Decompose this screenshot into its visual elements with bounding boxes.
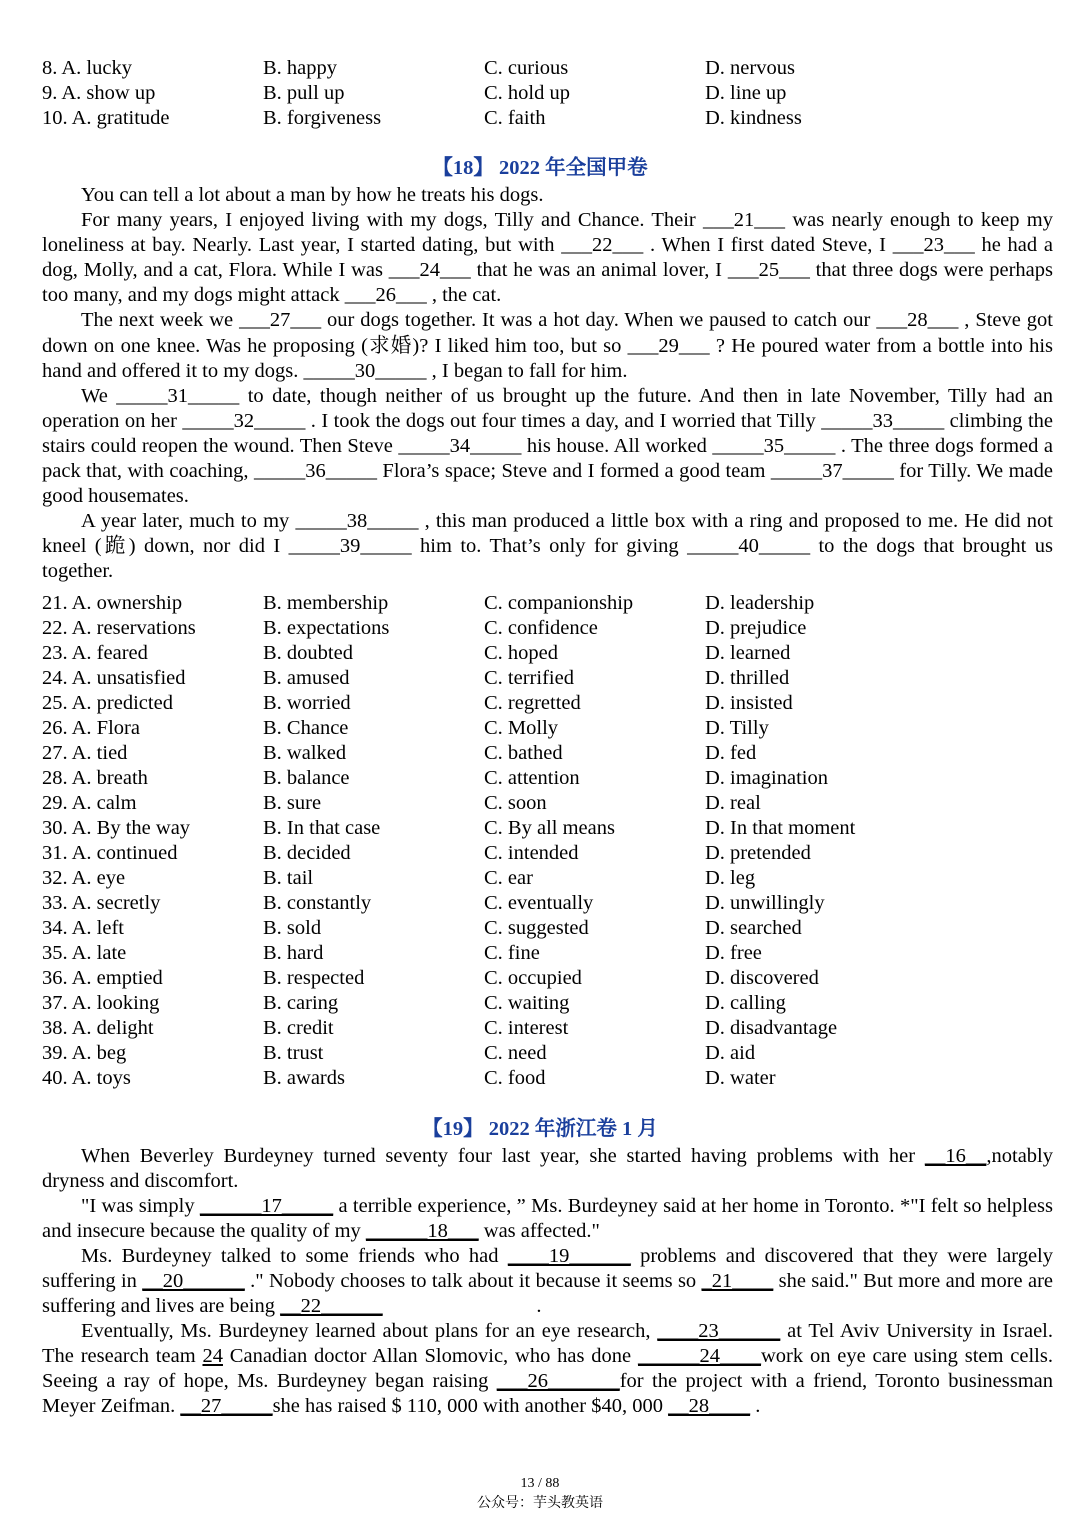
option-a: 38. A. delight <box>42 1017 154 1039</box>
option-c: C. By all means <box>484 817 615 839</box>
option-row <box>42 966 1042 991</box>
option-d: D. unwillingly <box>705 892 825 914</box>
paragraph: You can tell a lot about a man by how he treats his dogs. <box>81 184 544 206</box>
option-row <box>42 666 1042 691</box>
option-b: B. sold <box>263 917 322 939</box>
option-a: 9. A. show up <box>42 82 156 104</box>
text: for the project with a friend, Toronto businessman Meyer Zeifman. <box>42 1370 1053 1417</box>
option-b: B. hard <box>263 942 324 964</box>
option-b: B. balance <box>263 767 350 789</box>
text: problems and discovered that they were largely suffering in <box>42 1245 1053 1292</box>
option-b: B. doubted <box>263 642 353 664</box>
option-row <box>42 941 1042 966</box>
text: work on eye care using stem cells. Seeing a ray of hope, Ms. Burdeyney began raising <box>42 1345 1053 1392</box>
option-d: D. real <box>705 792 761 814</box>
option-b: B. trust <box>263 1042 324 1064</box>
option-d: D. leadership <box>705 592 815 614</box>
option-b: B. amused <box>263 667 350 689</box>
option-b: B. happy <box>263 57 338 79</box>
option-a: 34. A. left <box>42 917 124 939</box>
option-a: 32. A. eye <box>42 867 126 889</box>
option-c: C. food <box>484 1067 546 1089</box>
option-c: C. ear <box>484 867 533 889</box>
paragraph: The next week we ___27___ our dogs together. It was a hot day. When we paused to catch our ___28___ , Steve got down on one knee. Was he proposing (求婚)? I liked him too, but so ___29___ ? He poured water from a bottle into his hand and offered it to my dogs. _____30_____ , I began to fall for him. <box>42 309 1053 382</box>
option-d: D. searched <box>705 917 802 939</box>
option-a: 36. A. emptied <box>42 967 163 989</box>
text: . <box>382 1295 542 1317</box>
blank-17: ______17_____ <box>199 1195 334 1217</box>
top-options-block <box>42 56 1042 131</box>
option-row <box>42 766 1042 791</box>
option-c: C. eventually <box>484 892 594 914</box>
paragraph: A year later, much to my _____38_____ , this man produced a little box with a ring and proposed to me. He did not kneel (跪) down, nor did I _____39_____ him to. That’s only for giving _____40_____ to the dogs that brought us together. <box>42 510 1053 583</box>
option-row <box>42 866 1042 891</box>
option-a: 31. A. continued <box>42 842 178 864</box>
paragraph <box>42 1144 1053 1194</box>
option-a: 22. A. reservations <box>42 617 196 639</box>
option-c: C. interest <box>484 1017 569 1039</box>
option-d: D. thrilled <box>705 667 790 689</box>
option-c: C. soon <box>484 792 547 814</box>
text: she has raised $ 110, 000 with another $40, 000 <box>272 1395 669 1417</box>
option-b: B. membership <box>263 592 389 614</box>
text: Canadian doctor Allan Slomovic, who has done <box>222 1345 638 1367</box>
blank-24b: ______24____ <box>637 1345 761 1367</box>
option-c: C. hoped <box>484 642 559 664</box>
option-a: 39. A. beg <box>42 1042 127 1064</box>
paragraph <box>42 1194 1053 1244</box>
option-c: C. occupied <box>484 967 582 989</box>
option-a: 24. A. unsatisfied <box>42 667 186 689</box>
option-c: C. attention <box>484 767 580 789</box>
option-row <box>42 991 1042 1016</box>
option-d: D. insisted <box>705 692 793 714</box>
option-row <box>42 81 1042 106</box>
option-row <box>42 891 1042 916</box>
option-a: 29. A. calm <box>42 792 137 814</box>
option-a: 27. A. tied <box>42 742 128 764</box>
option-row <box>42 691 1042 716</box>
option-row <box>42 1066 1042 1091</box>
option-row <box>42 791 1042 816</box>
option-d: D. pretended <box>705 842 811 864</box>
option-c: C. terrified <box>484 667 574 689</box>
text: . <box>750 1395 761 1417</box>
blank-27: __27_____ <box>180 1395 273 1417</box>
option-row <box>42 641 1042 666</box>
option-row <box>42 841 1042 866</box>
option-row <box>42 1016 1042 1041</box>
text: Eventually, Ms. Burdeyney learned about plans for an eye research, <box>81 1320 658 1342</box>
option-row <box>42 916 1042 941</box>
text: "I was simply <box>81 1195 200 1217</box>
option-d: D. Tilly <box>705 717 769 739</box>
option-c: C. bathed <box>484 742 563 764</box>
section-18-title: 【18】 2022 年全国甲卷 <box>432 157 648 179</box>
text: Ms. Burdeyney talked to some friends who had <box>81 1245 508 1267</box>
option-d: D. discovered <box>705 967 819 989</box>
option-row <box>42 56 1042 81</box>
option-a: 37. A. looking <box>42 992 160 1014</box>
text: was affected." <box>478 1220 600 1242</box>
option-d: D. line up <box>705 82 787 104</box>
option-d: D. imagination <box>705 767 828 789</box>
option-a: 40. A. toys <box>42 1067 131 1089</box>
option-a: 25. A. predicted <box>42 692 173 714</box>
option-c: C. regretted <box>484 692 581 714</box>
option-b: B. tail <box>263 867 314 889</box>
blank-20: __20______ <box>142 1270 245 1292</box>
option-c: C. fine <box>484 942 540 964</box>
option-d: D. disadvantage <box>705 1017 838 1039</box>
paragraph <box>42 1319 1053 1419</box>
option-c: C. hold up <box>484 82 570 104</box>
option-a: 10. A. gratitude <box>42 107 170 129</box>
option-d: D. nervous <box>705 57 795 79</box>
text: ,notably dryness and discomfort. <box>42 1145 1053 1192</box>
blank-21: _21____ <box>701 1270 774 1292</box>
option-a: 35. A. late <box>42 942 127 964</box>
option-b: B. awards <box>263 1067 345 1089</box>
option-row <box>42 741 1042 766</box>
option-c: C. waiting <box>484 992 570 1014</box>
option-row <box>42 716 1042 741</box>
section-19-passage <box>42 1144 1053 1419</box>
option-a: 23. A. feared <box>42 642 148 664</box>
option-c: C. need <box>484 1042 547 1064</box>
blank-23: ____23______ <box>657 1320 781 1342</box>
option-b: B. credit <box>263 1017 334 1039</box>
option-a: 33. A. secretly <box>42 892 161 914</box>
option-c: C. confidence <box>484 617 598 639</box>
option-c: C. faith <box>484 107 546 129</box>
option-a: 28. A. breath <box>42 767 148 789</box>
option-d: D. leg <box>705 867 756 889</box>
option-a: 21. A. ownership <box>42 592 183 614</box>
section-18-options-block <box>42 591 1042 1091</box>
section-18-passage <box>42 183 1053 585</box>
option-a: 8. A. lucky <box>42 57 132 79</box>
paragraph <box>42 1244 1053 1319</box>
blank-26: ___26_______ <box>496 1370 620 1392</box>
option-d: D. In that moment <box>705 817 856 839</box>
option-row <box>42 616 1042 641</box>
text: a terrible experience, ” Ms. Burdeyney said at her home in Toronto. *"I felt so helpless and insecure because the quality of my <box>42 1195 1053 1242</box>
blank-16: __16__ <box>924 1145 987 1167</box>
option-d: D. free <box>705 942 762 964</box>
option-b: B. respected <box>263 967 365 989</box>
text: she said." But more and more are suffering and lives are being <box>42 1270 1053 1317</box>
blank-24a: 24 <box>202 1345 223 1367</box>
option-c: C. companionship <box>484 592 634 614</box>
footer-credit: 公众号：芋头教英语 <box>477 1496 603 1511</box>
option-row <box>42 1041 1042 1066</box>
blank-19: ____19______ <box>507 1245 631 1267</box>
option-b: B. expectations <box>263 617 390 639</box>
section-19-title: 【19】 2022 年浙江卷 1 月 <box>422 1118 658 1140</box>
option-c: C. curious <box>484 57 569 79</box>
option-b: B. forgiveness <box>263 107 382 129</box>
option-d: D. learned <box>705 642 791 664</box>
option-b: B. pull up <box>263 82 345 104</box>
option-c: C. Molly <box>484 717 559 739</box>
text: ." Nobody chooses to talk about it because it seems so <box>244 1270 702 1292</box>
option-c: C. suggested <box>484 917 589 939</box>
option-b: B. decided <box>263 842 351 864</box>
option-d: D. prejudice <box>705 617 807 639</box>
option-b: B. walked <box>263 742 347 764</box>
blank-28: __28____ <box>668 1395 751 1417</box>
option-d: D. kindness <box>705 107 802 129</box>
option-a: 30. A. By the way <box>42 817 191 839</box>
text: When Beverley Burdeyney turned seventy four last year, she started having problems with her <box>81 1145 925 1167</box>
option-c: C. intended <box>484 842 579 864</box>
option-b: B. In that case <box>263 817 381 839</box>
blank-18: ______18___ <box>365 1220 479 1242</box>
option-b: B. sure <box>263 792 322 814</box>
option-d: D. water <box>705 1067 776 1089</box>
paragraph: We _____31_____ to date, though neither of us brought up the future. And then in late November, Tilly had an operation on her _____32_____ . I took the dogs out four times a day, and I worried that Tilly _____33_____ climbing the stairs could reopen the wound. Then Steve _____34_____ his house. All worked _____35_____ . The three dogs formed a pack that, with coaching, _____36_____ Flora’s space; Steve and I formed a good team _____37_____ for Tilly. We made good housemates. <box>42 384 1053 508</box>
option-row <box>42 591 1042 616</box>
option-d: D. fed <box>705 742 757 764</box>
option-row <box>42 106 1042 131</box>
option-b: B. caring <box>263 992 339 1014</box>
option-b: B. Chance <box>263 717 349 739</box>
option-a: 26. A. Flora <box>42 717 140 739</box>
option-b: B. constantly <box>263 892 372 914</box>
option-b: B. worried <box>263 692 351 714</box>
option-d: D. aid <box>705 1042 756 1064</box>
text: at Tel Aviv University in Israel. The research team <box>42 1320 1053 1367</box>
option-d: D. calling <box>705 992 786 1014</box>
page-number: 13 / 88 <box>520 1476 560 1491</box>
option-row <box>42 816 1042 841</box>
blank-22: __22______ <box>280 1295 383 1317</box>
paragraph: For many years, I enjoyed living with my dogs, Tilly and Chance. Their ___21___ was nearly enough to keep my loneliness at bay. Nearly. Last year, I started dating, but with ___22___ . When I first dated Steve, I ___23___ he had a dog, Molly, and a cat, Flora. While I was ___24___ that he was an animal lover, I ___25___ that three dogs were perhaps too many, and my dogs might attack ___26___ , the cat. <box>42 209 1053 307</box>
